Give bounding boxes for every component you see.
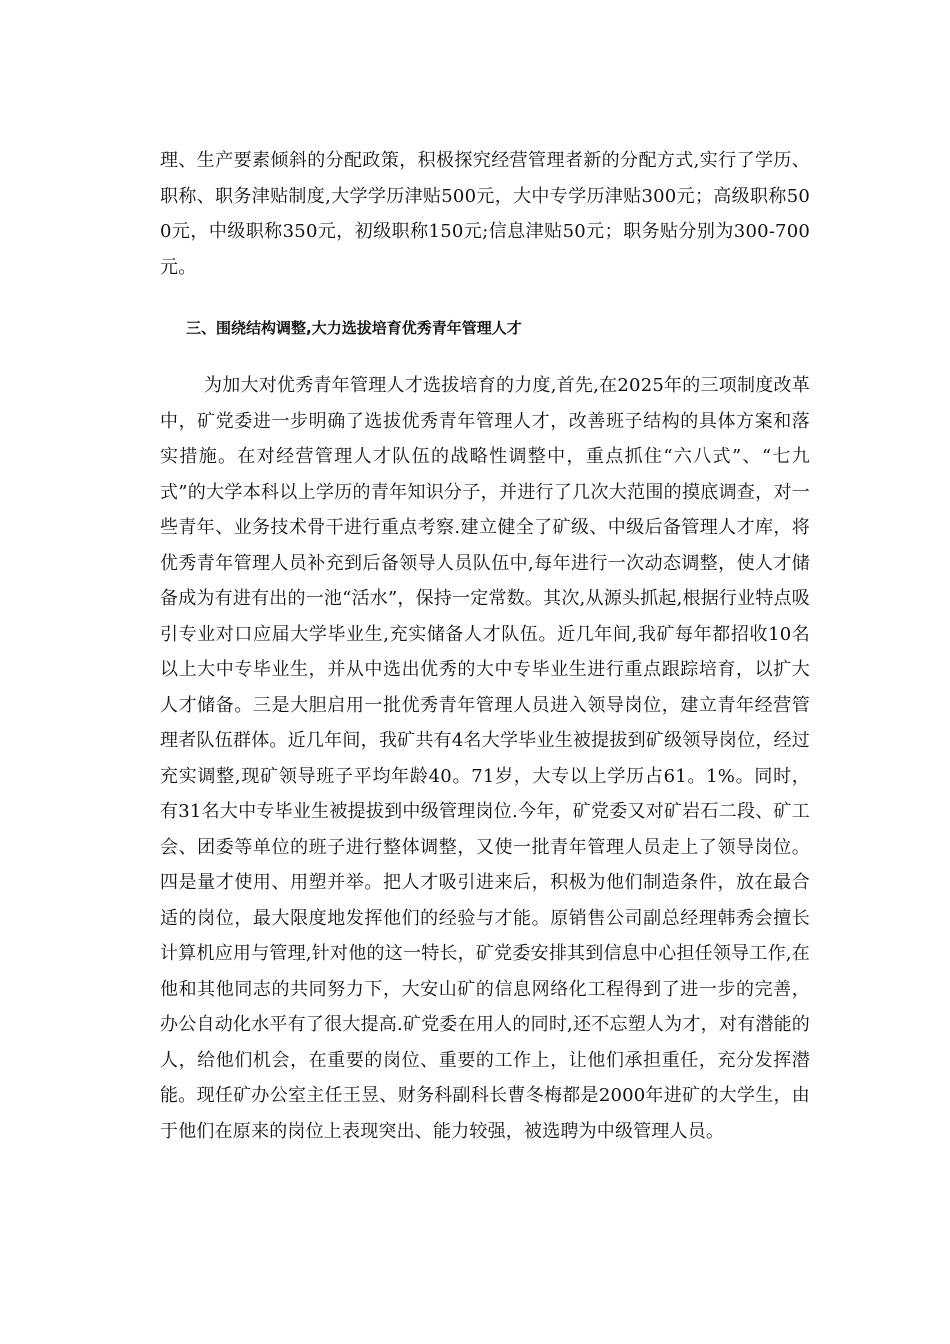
- body-paragraph-section-three: 为加大对优秀青年管理人才选拔培育的力度,首先,在2025年的三项制度改革中，矿党委进一步明确了选拔优秀青年管理人才，改善班子结构的具体方案和落实措施。在对经营管理人才队伍的战略性调整中，重点抓住“六八式”、“七九式”的大学本科以上学历的青年知识分子，并进行了几次大范围的摸底调查，对一些青年、业务技术骨干进行重点考察.建立健全了矿级、中级后备管理人才库，将优秀青年管理人员补充到后备领导人员队伍中,每年进行一次动态调整，使人才储备成为有进有出的一池“活水”，保持一定常数。其次,从源头抓起,根据行业特点吸引专业对口应届大学毕业生,充实储备人才队伍。近几年间,我矿每年都招收10名以上大中专毕业生，并从中选出优秀的大中专毕业生进行重点跟踪培育，以扩大人才储备。三是大胆启用一批优秀青年管理人员进入领导岗位，建立青年经营管理者队伍群体。近几年间，我矿共有4名大学毕业生被提拔到矿级领导岗位，经过充实调整,现矿领导班子平均年龄40。71岁，大专以上学历占61。1%。同时，有31名大中专毕业生被提拔到中级管理岗位.今年，矿党委又对矿岩石二段、矿工会、团委等单位的班子进行整体调整，又使一批青年管理人员走上了领导岗位。四是量才使用、用塑并举。把人才吸引进来后，积极为他们制造条件，放在最合适的岗位，最大限度地发挥他们的经验与才能。原销售公司副总经理韩秀会擅长计算机应用与管理,针对他的这一特长，矿党委安排其到信息中心担任领导工作,在他和其他同志的共同努力下，大安山矿的信息网络化工程得到了进一步的完善，办公自动化水平有了很大提高.矿党委在用人的同时,还不忘塑人为才，对有潜能的人，给他们机会，在重要的岗位、重要的工作上，让他们承担重任，充分发挥潜能。现任矿办公室主任王昱、财务科副科长曹冬梅都是2000年进矿的大学生，由于他们在原来的岗位上表现突出、能力较强，被选聘为中级管理人员。: [160, 375, 810, 1142]
- section-heading: 三、围绕结构调整,大力选拔培育优秀青年管理人才: [186, 319, 522, 337]
- body-paragraph-continuation: 理、生产要素倾斜的分配政策，积极探究经营管理者新的分配方式,实行了学历、职称、职务津贴制度,大学学历津贴500元，大中专学历津贴300元；高级职称500元，中级职称350元，初级职称150元;信息津贴50元；职务贴分别为300-700元。: [160, 150, 810, 278]
